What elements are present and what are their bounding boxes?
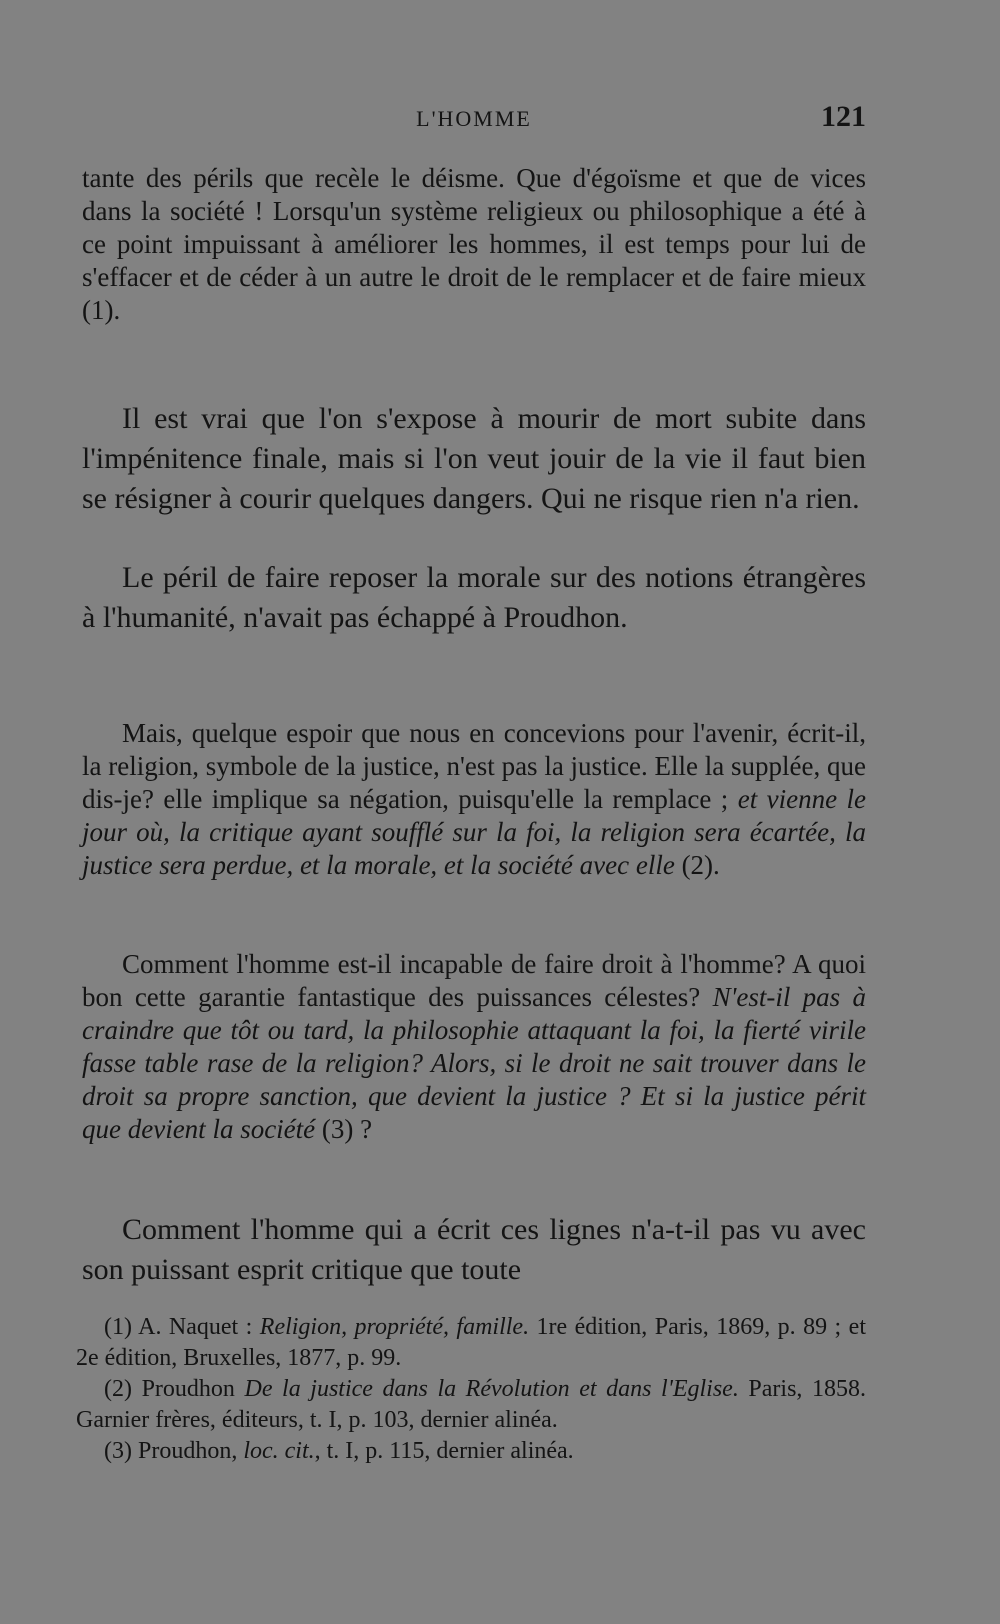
paragraph-sudden-death xyxy=(82,399,866,519)
footnote-reference: (2). xyxy=(674,850,720,880)
page-header xyxy=(82,100,866,148)
paragraph-text: Comment l'homme qui a écrit ces lignes n'a-t-il pas vu avec son puissant esprit critique que toute xyxy=(82,1213,866,1286)
footnote-number: (3) xyxy=(104,1438,132,1464)
paragraph-text: Il est vrai que l'on s'expose à mourir de mort subite dans l'impénitence finale, mais si l'on veut jouir de la vie il faut bien se résigner à courir quelques dangers. Qui ne risque rien n'a rien. xyxy=(82,402,866,515)
footnotes xyxy=(76,1312,866,1467)
footnote-title: De la justice dans la Révolution et dans l'Eglise. xyxy=(244,1376,739,1402)
footnote-2 xyxy=(76,1374,866,1436)
footnote-text: , t. I, p. 115, dernier alinéa. xyxy=(314,1438,574,1464)
footnote-title: loc. cit. xyxy=(243,1438,315,1464)
footnote-3 xyxy=(76,1436,866,1467)
footnote-number: (2) xyxy=(104,1376,132,1402)
paragraph-continued xyxy=(82,162,866,327)
page-number: 121 xyxy=(821,100,866,133)
quote-italic-text: et vienne le jour où, la critique ayant soufflé sur la foi, la religion sera écartée, la justice sera perdue, et la morale, et la société avec elle xyxy=(82,784,866,880)
footnote-title: Religion, propriété, famille. xyxy=(259,1314,530,1340)
running-head: L'HOMME xyxy=(416,106,532,131)
footnote-text: Paris, 1858. Garnier frères, éditeurs, t. I, p. 103, dernier alinéa. xyxy=(76,1376,866,1433)
quote-italic-text: N'est-il pas à craindre que tôt ou tard, la philosophie attaquant la foi, la fierté virile fasse table rase de la religion? Alors, si le droit ne sait trouver dans le droit sa propre sanction, que devient la justice ? Et si la justice périt que devient la société xyxy=(82,982,866,1144)
footnote-text: 1re édition, Paris, 1869, p. 89 ; et 2e édition, Bruxelles, 1877, p. 99. xyxy=(76,1314,866,1371)
quotation-second xyxy=(82,948,866,1146)
footnote-number: (1) xyxy=(104,1314,132,1340)
paragraph-text: Le péril de faire reposer la morale sur des notions étrangères à l'humanité, n'avait pas échappé à Proudhon. xyxy=(82,561,866,634)
quotation-first xyxy=(82,717,866,882)
footnote-text: Proudhon xyxy=(131,1376,245,1402)
paragraph-closing xyxy=(82,1210,866,1290)
footnote-text: Proudhon, xyxy=(131,1438,244,1464)
footnote-1 xyxy=(76,1312,866,1374)
paragraph-proudhon-intro xyxy=(82,558,866,638)
quote-roman-text: Comment l'homme est-il incapable de faire droit à l'homme? A quoi bon cette garantie fantastique des puissances célestes? xyxy=(82,949,866,1012)
footnote-reference: (3) ? xyxy=(315,1114,373,1144)
quote-roman-text: Mais, quelque espoir que nous en concevions pour l'avenir, écrit-il, la religion, symbole de la justice, n'est pas la justice. Elle la supplée, que dis-je? elle implique sa négation, puisqu'elle la remplace ; xyxy=(82,718,866,814)
footnote-text: A. Naquet : xyxy=(131,1314,260,1340)
paragraph-text: tante des périls que recèle le déisme. Que d'égoïsme et que de vices dans la société ! Lorsqu'un système religieux ou philosophique a été à ce point impuissant à améliorer les hommes, il est temps pour lui de s'effacer et de céder à un autre le droit de le remplacer et de faire mieux (1). xyxy=(82,163,866,325)
